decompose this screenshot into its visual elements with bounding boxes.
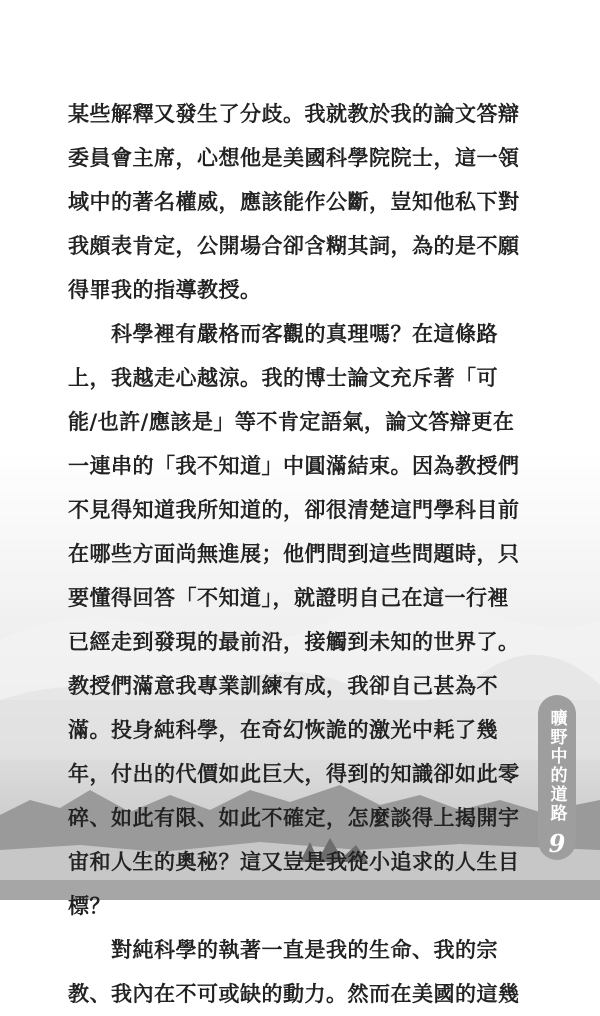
page-number: 9 — [548, 829, 566, 858]
text-line: 委員會主席，心想他是美國科學院院士，這一領 — [68, 146, 520, 170]
chapter-side-tab — [538, 695, 576, 860]
text-line: 標？ — [68, 894, 111, 918]
body-text — [68, 92, 538, 1016]
text-line: 上，我越走心越涼。我的博士論文充斥著「可 — [68, 366, 498, 390]
text-line: 教授們滿意我專業訓練有成，我卻自己甚為不 — [68, 674, 498, 698]
text-line: 宙和人生的奧秘？這又豈是我從小追求的人生目 — [68, 850, 520, 874]
text-line: 一連串的「我不知道」中圓滿結束。因為教授們 — [68, 454, 520, 478]
text-line: 教、我內在不可或缺的動力。然而在美國的這幾 — [68, 982, 520, 1006]
text-line: 在哪些方面尚無進展；他們問到這些問題時，只 — [68, 542, 520, 566]
text-line: 科學裡有嚴格而客觀的真理嗎？在這條路 — [68, 322, 498, 346]
text-line: 得罪我的指導教授。 — [68, 278, 262, 302]
text-line: 要懂得回答「不知道」，就證明自己在這一行裡 — [68, 586, 509, 610]
text-line: 某些解釋又發生了分歧。我就教於我的論文答辯 — [68, 102, 520, 126]
text-line: 已經走到發現的最前沿，接觸到未知的世界了。 — [68, 630, 520, 654]
text-line: 年，付出的代價如此巨大，得到的知識卻如此零 — [68, 762, 520, 786]
text-line: 我頗表肯定，公開場合卻含糊其詞，為的是不願 — [68, 234, 520, 258]
text-line: 碎、如此有限、如此不確定，怎麼談得上揭開宇 — [68, 806, 520, 830]
text-line: 對純科學的執著一直是我的生命、我的宗 — [68, 938, 498, 962]
text-line: 滿。投身純科學，在奇幻恢詭的激光中耗了幾 — [68, 718, 498, 742]
chapter-title: 曠野中的道路 — [546, 709, 567, 823]
text-line: 不見得知道我所知道的，卻很清楚這門學科目前 — [68, 498, 520, 522]
text-line: 能/也許/應該是」等不肯定語氣，論文答辯更在 — [68, 410, 515, 434]
text-line: 域中的著名權威，應該能作公斷，豈知他私下對 — [68, 190, 520, 214]
